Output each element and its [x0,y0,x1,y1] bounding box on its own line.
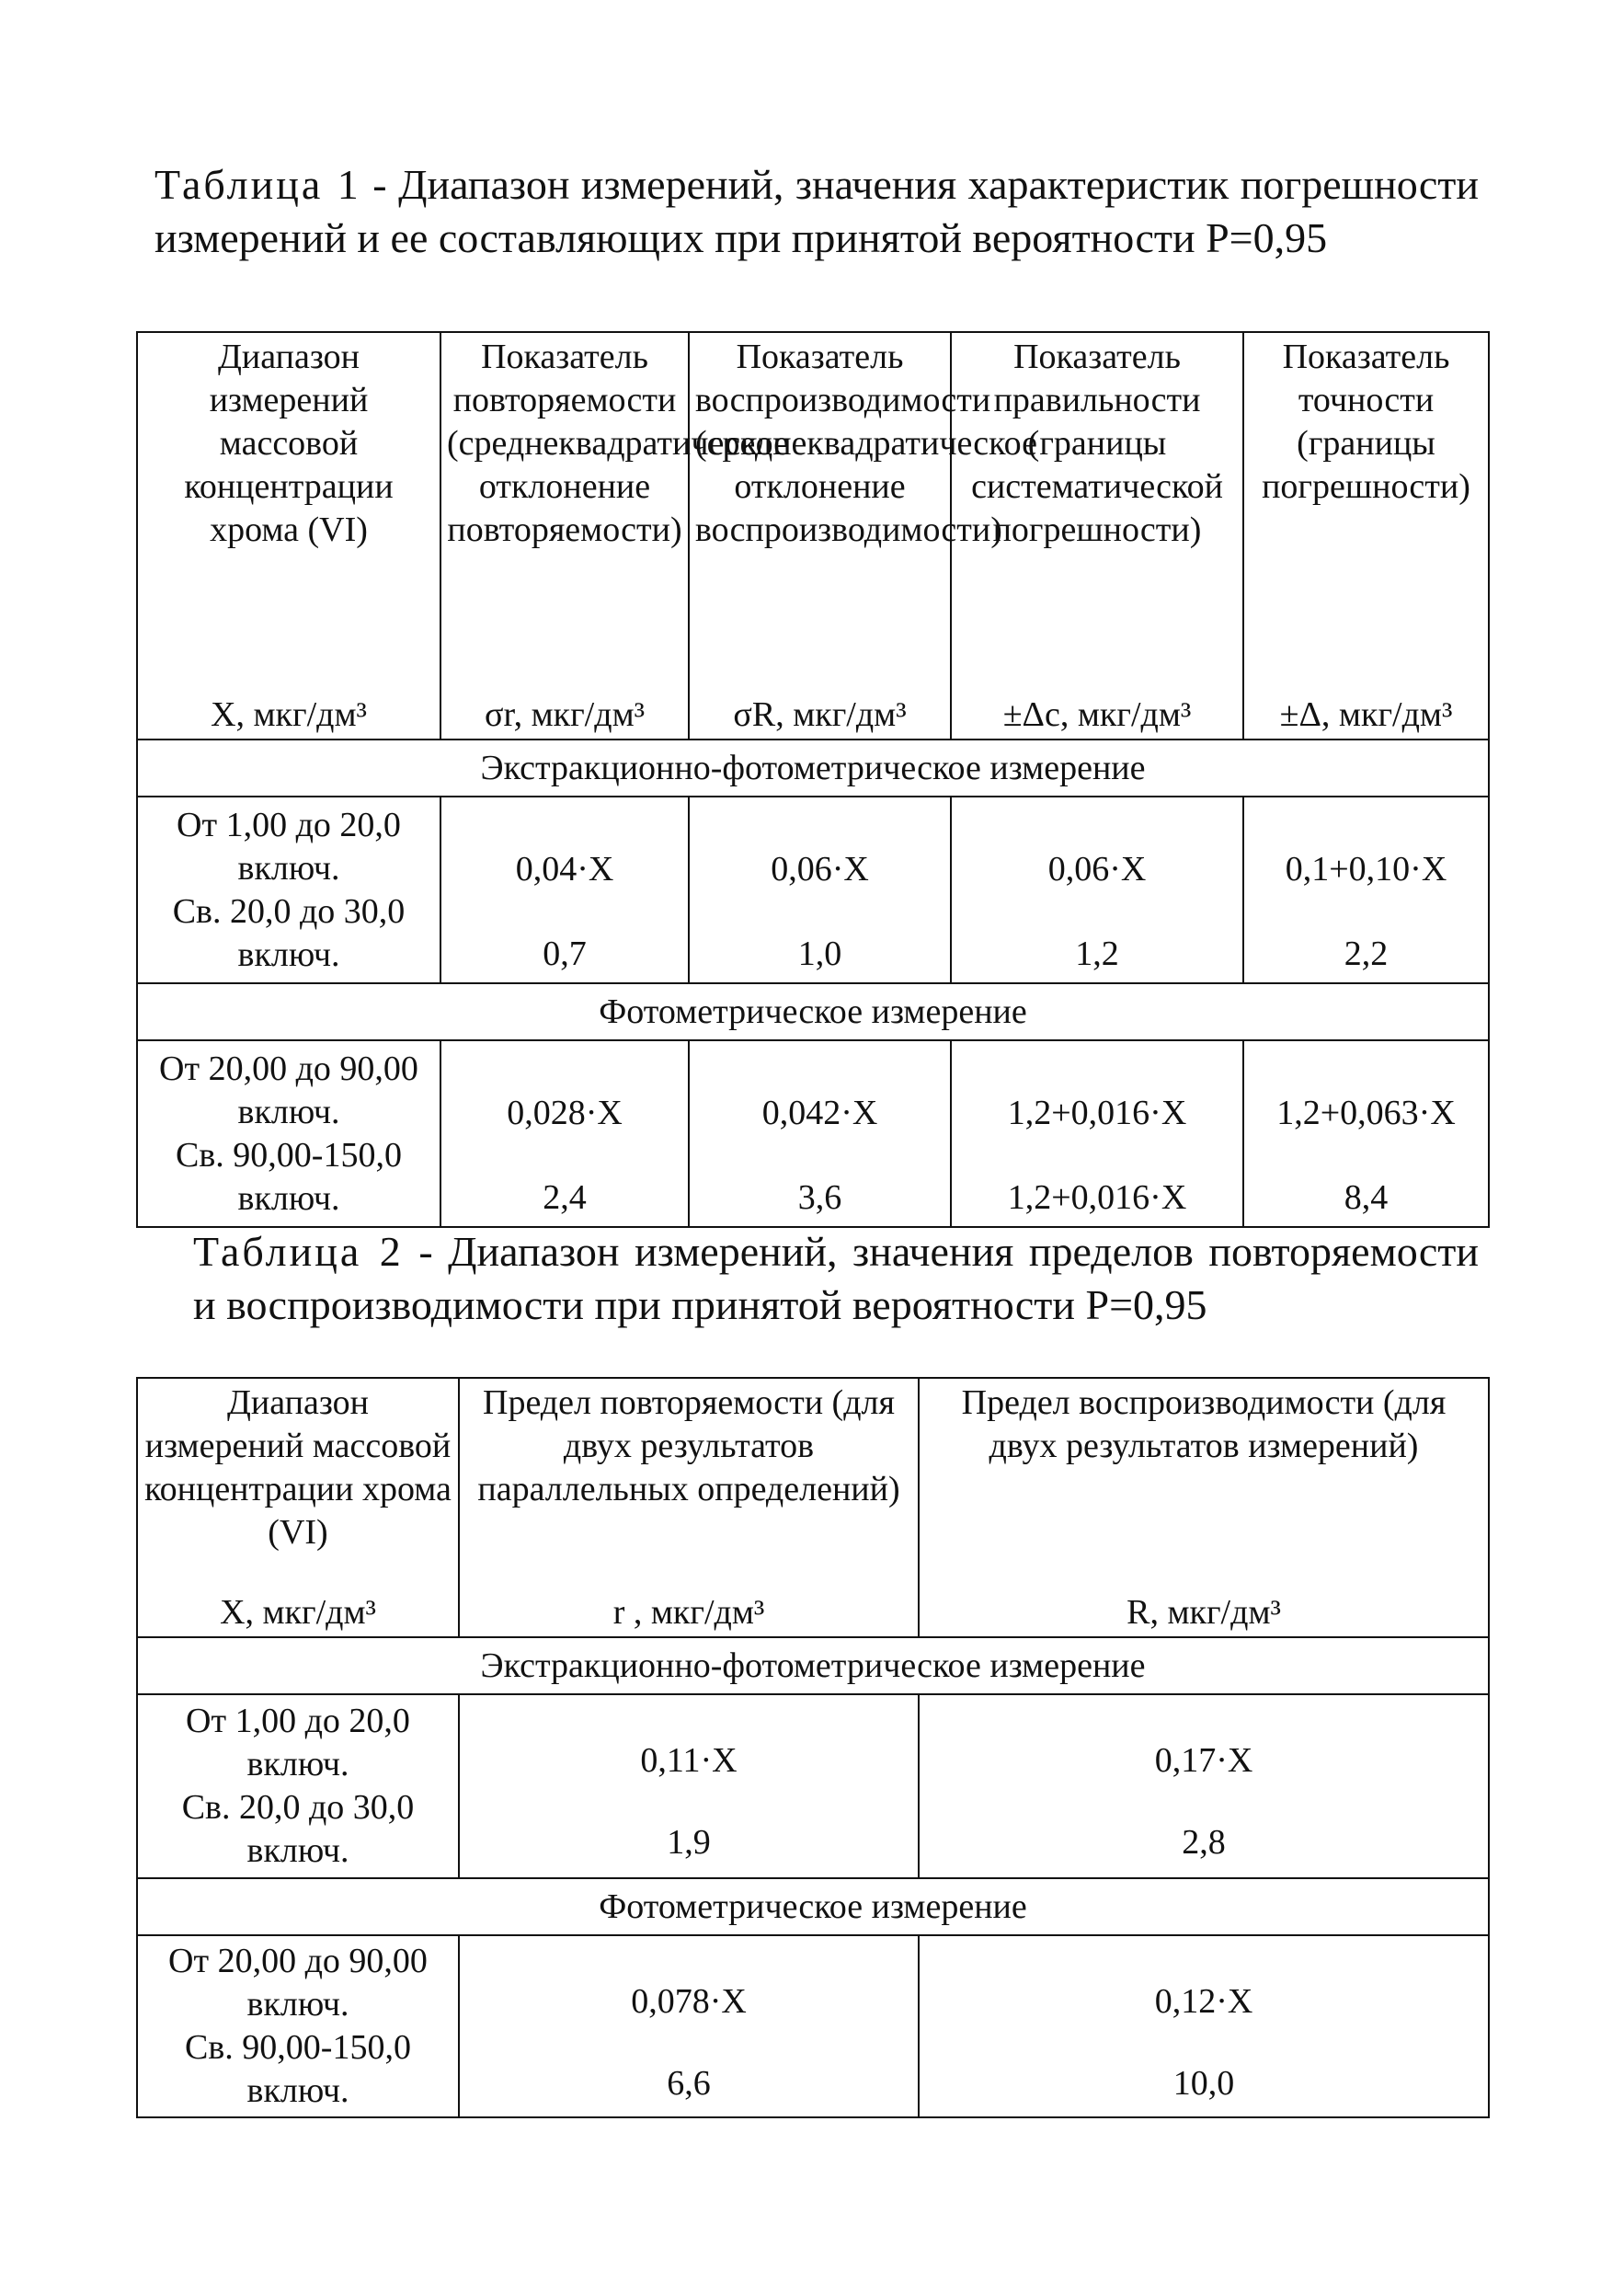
header-unit: R, мкг/дм³ [1127,1593,1281,1632]
value-text: 0,028·X [507,1094,623,1132]
value-cell [689,797,951,983]
table1 [136,331,1490,1228]
range-cell [137,1040,440,1227]
header-text: Показатель повторяемости (среднеквадратическое отклонение повторяемости) [447,338,790,549]
table2-header-range [137,1378,459,1637]
header-unit: r , мкг/дм³ [612,1593,765,1632]
value-text: 2,2 [1344,935,1389,973]
table1-section-title: Экстракционно-фотометрическое измерение [137,740,1489,797]
table2-header-repeatability-limit [459,1378,919,1637]
range-text: Св. 90,00-150,0 включ. [176,1135,402,1218]
header-text: Показатель точности (границы погрешности) [1262,338,1470,506]
table2-caption-text: - Диапазон измерений, значения пределов повторяемости и воспроизводимости при принятой вероятности Р=0,95 [193,1228,1479,1328]
value-text: 0,042·X [761,1094,878,1132]
range-text: Св. 20,0 до 30,0 включ. [172,891,406,974]
range-text: От 20,00 до 90,00 включ. [159,1049,418,1131]
table2-section-title: Экстракционно-фотометрическое измерение [137,1637,1489,1694]
table1-section-row [137,983,1489,1040]
value-cell [459,1694,919,1878]
value-text: 0,04·X [515,850,614,889]
value-text: 0,12·X [1154,1982,1253,2021]
table-row [137,1935,1489,2117]
table1-header-range [137,332,440,740]
header-unit: σR, мкг/дм³ [733,695,907,734]
value-text: 1,9 [667,1823,711,1862]
table1-section-title: Фотометрическое измерение [137,983,1489,1040]
range-text: От 20,00 до 90,00 включ. [168,1942,428,2024]
header-unit: ±Δ, мкг/дм³ [1279,695,1453,734]
table1-caption-label: Таблица 1 [154,161,361,208]
value-cell [1243,1040,1489,1227]
header-unit: σr, мкг/дм³ [484,695,646,734]
value-text: 1,2+0,063·X [1276,1094,1456,1132]
value-text: 0,078·X [631,1982,747,2021]
value-text: 10,0 [1172,2064,1235,2103]
table2-section-row [137,1878,1489,1935]
value-text: 1,2 [1075,935,1119,973]
table-row [137,1694,1489,1878]
value-text: 2,4 [543,1178,587,1217]
header-text: Показатель воспроизводимости (среднеквадратическое отклонение воспроизводимости) [695,338,1038,549]
value-cell [951,1040,1243,1227]
table2-caption-label: Таблица 2 [193,1228,404,1275]
range-cell [137,1694,459,1878]
value-text: 0,1+0,10·X [1285,850,1447,889]
value-text: 6,6 [667,2064,711,2103]
range-cell [137,1935,459,2117]
table-row [137,1040,1489,1227]
value-cell [919,1694,1489,1878]
table1-header-row [137,332,1489,740]
header-text: Предел воспроизводимости (для двух результатов измерений) [961,1383,1447,1465]
range-text: От 1,00 до 20,0 включ. [177,805,401,888]
header-text: Диапазон измерений массовой концентрации хрома (VI) [184,338,394,549]
header-text: Предел повторяемости (для двух результатов параллельных определений) [477,1383,900,1508]
table2-section-row [137,1637,1489,1694]
value-text: 0,11·X [640,1741,738,1780]
value-text: 1,2+0,016·X [1007,1178,1187,1217]
header-text: Показатель правильности (границы систематической погрешности) [971,338,1223,549]
table1-section-row [137,740,1489,797]
table1-caption-text: - Диапазон измерений, значения характеристик погрешности измерений и ее составляющих при принятой вероятности Р=0,95 [154,161,1479,261]
value-cell [459,1935,919,2117]
value-cell [1243,797,1489,983]
value-text: 0,06·X [771,850,869,889]
value-cell [951,797,1243,983]
header-unit: X, мкг/дм³ [211,695,367,734]
value-text: 0,17·X [1154,1741,1253,1780]
range-text: Св. 90,00-150,0 включ. [185,2028,411,2110]
value-text: 0,06·X [1047,850,1147,889]
table2 [136,1377,1490,2118]
header-unit: X, мкг/дм³ [220,1593,376,1632]
value-text: 1,2+0,016·X [1007,1094,1187,1132]
value-cell [919,1935,1489,2117]
header-text: Диапазон измерений массовой концентрации хрома (VI) [144,1383,452,1552]
table1-header-repeatability [440,332,790,740]
range-cell [137,797,440,983]
table1-header-reproducibility [689,332,1038,740]
table1-caption [154,158,1479,265]
value-text: 3,6 [797,1178,842,1217]
table2-section-title: Фотометрическое измерение [137,1878,1489,1935]
table2-header-reproducibility-limit [919,1378,1489,1637]
value-cell [440,1040,689,1227]
table1-header-trueness [951,332,1243,740]
value-cell [440,797,689,983]
value-text: 2,8 [1182,1823,1226,1862]
value-cell [689,1040,951,1227]
range-text: От 1,00 до 20,0 включ. [186,1702,410,1783]
table-row [137,797,1489,983]
value-text: 0,7 [543,935,587,973]
range-text: Св. 20,0 до 30,0 включ. [181,1788,415,1870]
value-text: 8,4 [1344,1178,1389,1217]
header-unit: ±Δc, мкг/дм³ [1002,695,1192,734]
table1-header-accuracy [1243,332,1489,740]
table2-header-row [137,1378,1489,1637]
value-text: 1,0 [797,935,842,973]
table2-caption [193,1225,1479,1332]
